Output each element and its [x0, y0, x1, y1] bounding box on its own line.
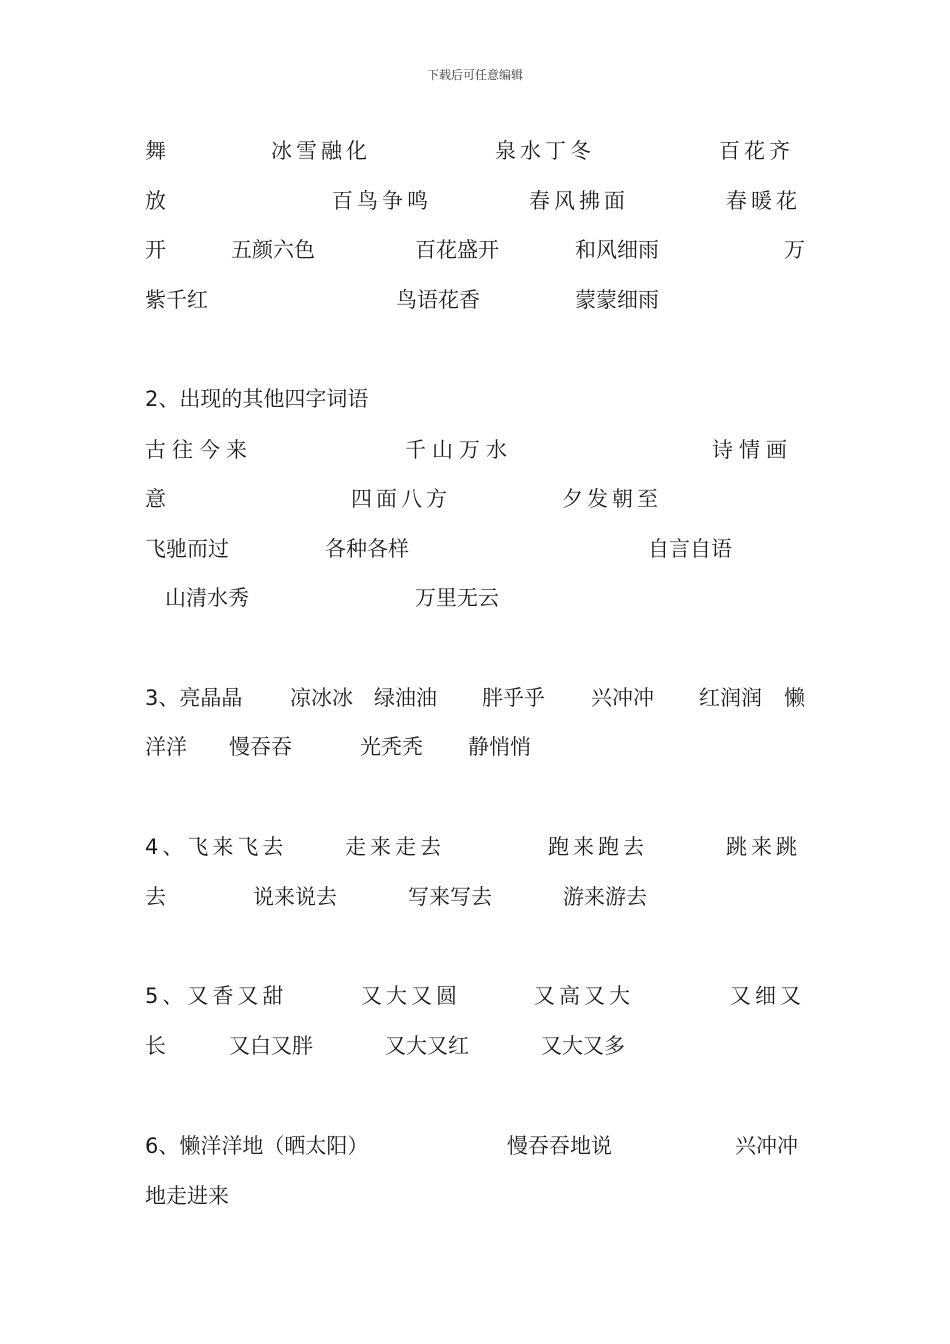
- word: 百花齐: [719, 139, 794, 163]
- spring-words-line-1: [145, 134, 807, 168]
- word: 凉冰冰: [290, 686, 353, 710]
- word: 胖乎乎: [482, 686, 545, 710]
- word: 去: [145, 885, 166, 909]
- word: 夕发朝至: [562, 487, 662, 511]
- word: 慢吞吞: [229, 735, 292, 759]
- section-3-line-2: [145, 730, 807, 764]
- section-6-line-1: [145, 1129, 807, 1163]
- word: 6、懒洋洋地（晒太阳）: [145, 1134, 369, 1158]
- word: 春暖花: [726, 189, 801, 213]
- word: 红润润: [699, 686, 762, 710]
- word: 飞驰而过: [145, 537, 229, 561]
- section-5-line-1: [145, 979, 807, 1013]
- section-2-heading: [145, 382, 807, 416]
- word: 又大又圆: [361, 984, 461, 1008]
- word: 光秃秃: [360, 735, 423, 759]
- word: 紫千红: [145, 288, 208, 312]
- word: 万: [784, 238, 805, 262]
- spring-words-line-3: [145, 233, 807, 267]
- section-2-line-4: [145, 581, 807, 615]
- section-3-line-1: [145, 681, 807, 715]
- section-2-line-2: [145, 482, 807, 516]
- spring-words-line-4: [145, 283, 807, 317]
- word: 百花盛开: [415, 238, 499, 262]
- word: 春风拂面: [529, 189, 629, 213]
- word: 兴冲冲: [735, 1134, 798, 1158]
- word: 懒: [784, 686, 805, 710]
- word: 蒙蒙细雨: [575, 288, 659, 312]
- word: 又高又大: [534, 984, 634, 1008]
- word: 又细又: [730, 984, 805, 1008]
- word: 绿油油: [374, 686, 437, 710]
- word: 放: [145, 189, 166, 213]
- word: 走来走去: [345, 835, 445, 859]
- page-header: 下载后可任意编辑: [426, 68, 523, 82]
- word: 诗情画: [712, 438, 793, 462]
- word: 地走进来: [145, 1184, 229, 1208]
- word: 又大又红: [385, 1034, 469, 1058]
- word: 自言自语: [648, 537, 732, 561]
- section-2-line-1: [145, 433, 807, 467]
- word: 泉水丁冬: [495, 139, 595, 163]
- spring-words-line-2: [145, 184, 807, 218]
- word: 万里无云: [415, 586, 499, 610]
- word: 和风细雨: [575, 238, 659, 262]
- word: 冰雪融化: [271, 139, 371, 163]
- word: 跑来跑去: [548, 835, 648, 859]
- word: 又大又多: [541, 1034, 625, 1058]
- word: 山清水秀: [165, 586, 249, 610]
- word: 千山万水: [405, 438, 513, 462]
- word: 百鸟争鸣: [332, 189, 432, 213]
- word: 兴冲冲: [591, 686, 654, 710]
- section-5-line-2: [145, 1029, 807, 1063]
- word: 舞: [145, 139, 166, 163]
- section-4-line-2: [145, 880, 807, 914]
- word: 5、又香又甜: [145, 984, 288, 1008]
- word: 洋洋: [145, 735, 187, 759]
- word: 静悄悄: [468, 735, 531, 759]
- section-4-line-1: [145, 830, 807, 864]
- word: 慢吞吞地说: [507, 1134, 612, 1158]
- section-heading: 2、出现的其他四字词语: [145, 387, 369, 411]
- word: 四面八方: [351, 487, 451, 511]
- word: 跳来跳: [726, 835, 801, 859]
- word: 游来游去: [563, 885, 647, 909]
- word: 各种各样: [325, 537, 409, 561]
- section-6-line-2: [145, 1179, 807, 1213]
- word: 古往今来: [145, 438, 253, 462]
- word: 写来写去: [408, 885, 492, 909]
- word: 鸟语花香: [396, 288, 480, 312]
- word: 又白又胖: [229, 1034, 313, 1058]
- word: 长: [145, 1034, 166, 1058]
- word: 4、飞来飞去: [145, 835, 288, 859]
- word: 五颜六色: [231, 238, 315, 262]
- word: 3、亮晶晶: [145, 686, 243, 710]
- word: 意: [145, 487, 166, 511]
- word: 开: [145, 238, 166, 262]
- word: 说来说去: [253, 885, 337, 909]
- section-2-line-3: [145, 532, 807, 566]
